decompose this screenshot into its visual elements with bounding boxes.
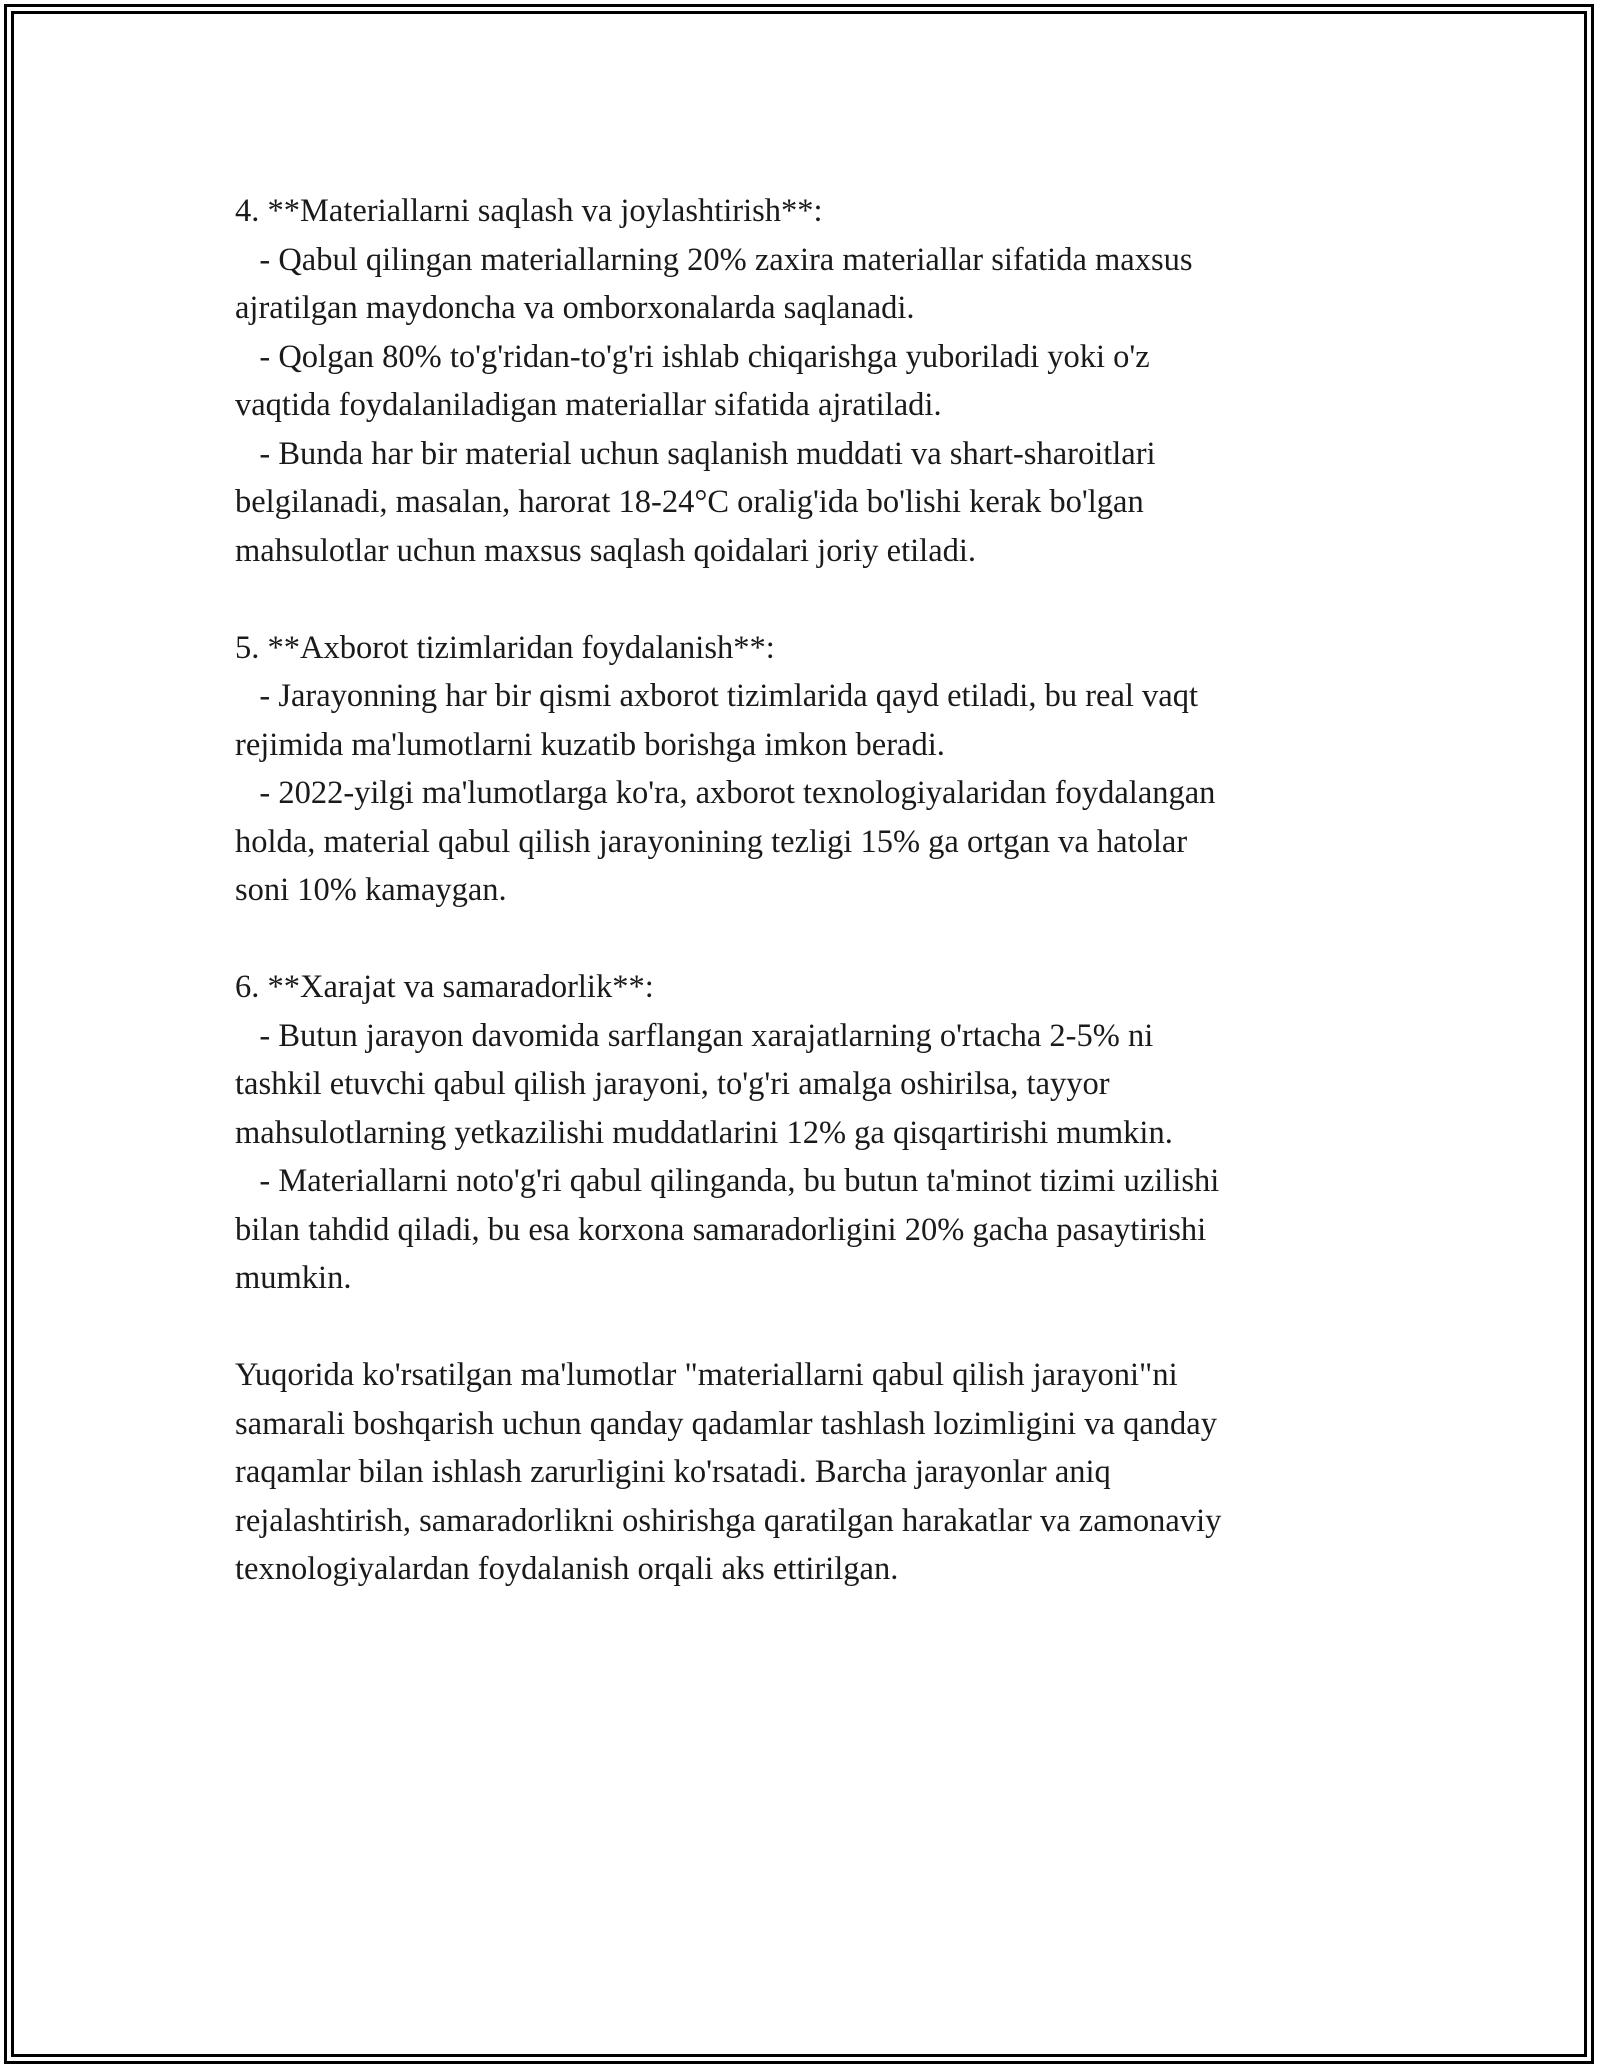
text-line: - Jarayonning har bir qismi axborot tizimlarida qayd etiladi, bu real vaqt: [235, 678, 1198, 714]
text-line: tashkil etuvchi qabul qilish jarayoni, to'g'ri amalga oshirilsa, tayyor: [235, 1066, 1110, 1102]
text-line: - Butun jarayon davomida sarflangan xarajatlarning o'rtacha 2-5% ni: [235, 1017, 1154, 1054]
text-line: - 2022-yilgi ma'lumotlarga ko'ra, axborot texnologiyalaridan foydalangan: [235, 775, 1216, 811]
text-line: soni 10% kamaygan.: [235, 872, 507, 908]
text-line: belgilanadi, masalan, harorat 18-24°C oralig'ida bo'lishi kerak bo'lgan: [235, 484, 1144, 520]
text-line: - Bunda har bir material uchun saqlanish muddati va shart-sharoitlari: [235, 435, 1156, 472]
section-6: [235, 963, 1385, 1303]
paragraph-gap: [235, 575, 1385, 624]
text-line: mumkin.: [235, 1260, 352, 1296]
section-heading: 5. **Axborot tizimlaridan foydalanish**:: [235, 629, 775, 666]
text-line: mahsulotlar uchun maxsus saqlash qoidalari joriy etiladi.: [235, 532, 977, 569]
text-line: raqamlar bilan ishlash zarurligini ko'rsatadi. Barcha jarayonlar aniq: [235, 1454, 1111, 1490]
document-body: [235, 187, 1385, 1594]
text-line: vaqtida foydalaniladigan materiallar sifatida ajratiladi.: [235, 387, 942, 423]
text-line: samarali boshqarish uchun qanday qadamlar tashlash lozimligini va qanday: [235, 1405, 1217, 1442]
text-line: Yuqorida ko'rsatilgan ma'lumotlar "materiallarni qabul qilish jarayoni"ni: [235, 1357, 1178, 1393]
text-line: holda, material qabul qilish jarayonining tezligi 15% ga ortgan va hatolar: [235, 823, 1188, 860]
text-line: texnologiyalardan foydalanish orqali aks ettirilgan.: [235, 1551, 899, 1587]
text-line: ajratilgan maydoncha va omborxonalarda saqlanadi.: [235, 290, 915, 326]
conclusion-paragraph: [235, 1351, 1385, 1594]
section-heading: 6. **Xarajat va samaradorlik**:: [235, 969, 654, 1005]
section-heading: 4. **Materiallarni saqlash va joylashtirish**:: [235, 193, 823, 229]
text-line: - Materiallarni noto'g'ri qabul qilinganda, bu butun ta'minot tizimi uzilishi: [235, 1163, 1220, 1199]
text-line: - Qabul qilingan materiallarning 20% zaxira materiallar sifatida maxsus: [235, 241, 1193, 278]
paragraph-gap: [235, 1303, 1385, 1352]
text-line: rejalashtirish, samaradorlikni oshirishga qaratilgan harakatlar va zamonaviy: [235, 1502, 1222, 1539]
section-4: [235, 187, 1385, 575]
text-line: bilan tahdid qiladi, bu esa korxona samaradorligini 20% gacha pasaytirishi: [235, 1211, 1207, 1248]
text-line: rejimida ma'lumotlarni kuzatib borishga imkon beradi.: [235, 726, 945, 763]
paragraph-gap: [235, 915, 1385, 964]
section-5: [235, 624, 1385, 915]
text-line: - Qolgan 80% to'g'ridan-to'g'ri ishlab chiqarishga yuboriladi yoki o'z: [235, 338, 1150, 375]
text-line: mahsulotlarning yetkazilishi muddatlarini 12% ga qisqartirishi mumkin.: [235, 1114, 1173, 1151]
